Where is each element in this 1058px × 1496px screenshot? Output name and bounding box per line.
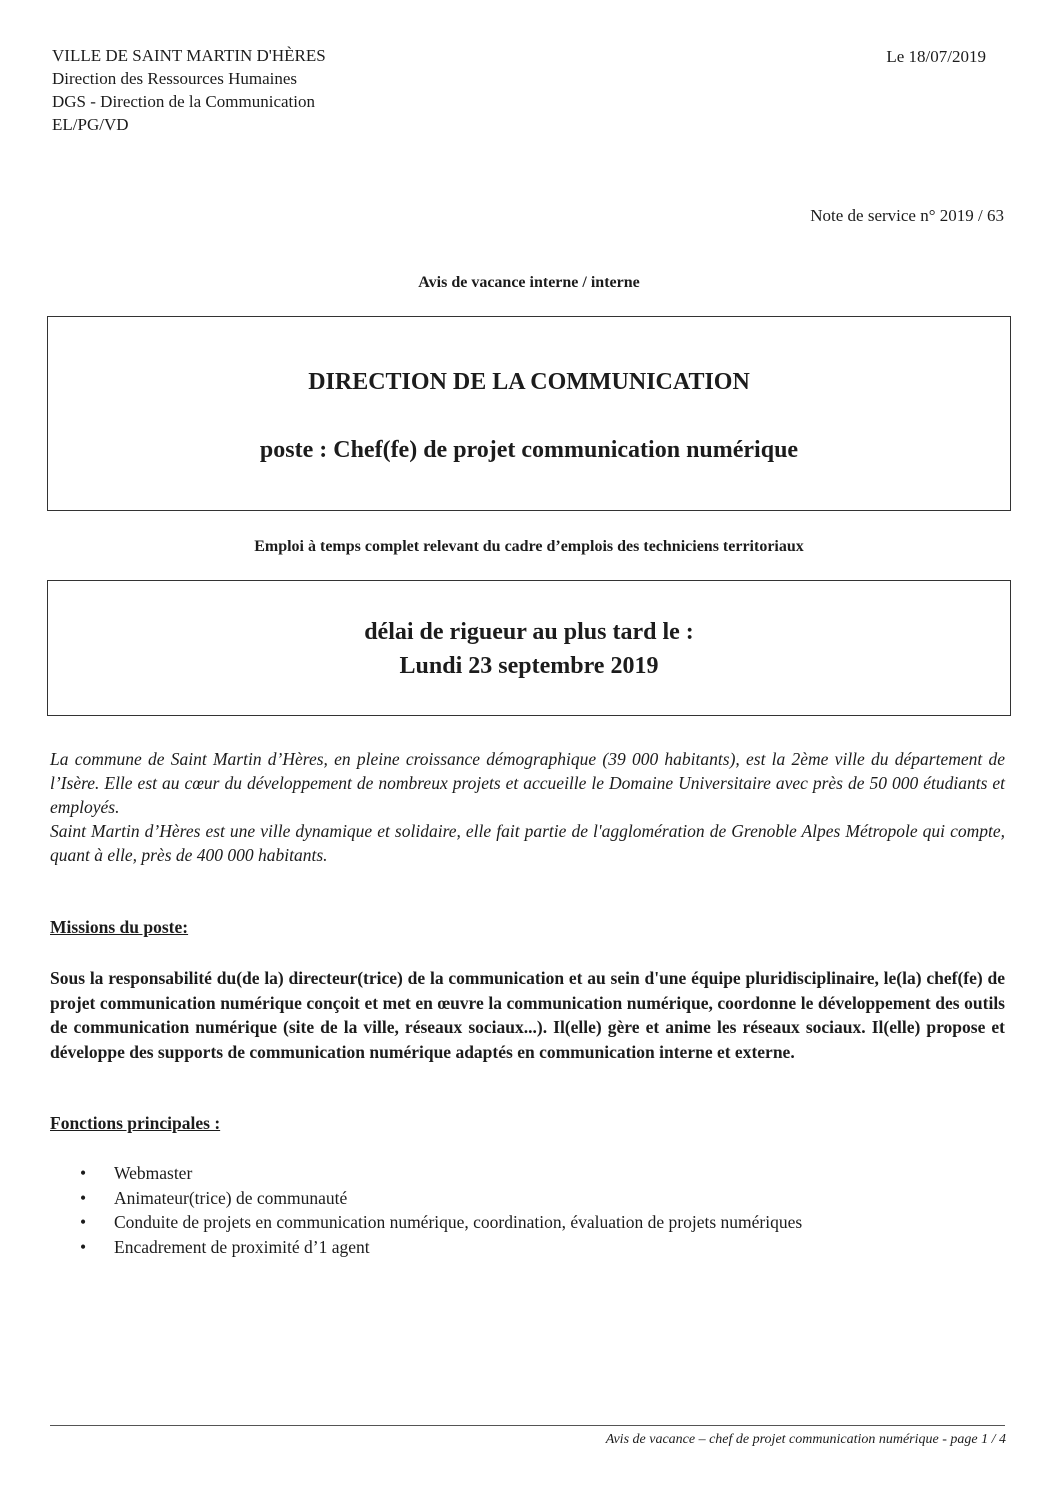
bullet-icon: •	[80, 1212, 87, 1232]
list-item	[80, 1210, 802, 1235]
page-footer: Avis de vacance – chef de projet communication numérique - page 1 / 4	[605, 1432, 1006, 1447]
poste-title: poste : Chef(fe) de projet communication numérique	[259, 437, 799, 463]
intro-paragraph-2: Saint Martin d’Hères est une ville dynamique et solidaire, elle fait partie de l'agglomération de Grenoble Alpes Métropole qui compte, quant à elle, près de 400 000 habitants.	[50, 821, 1005, 865]
list-item	[80, 1186, 802, 1211]
list-item	[80, 1161, 802, 1186]
document-date: Le 18/07/2019	[886, 47, 986, 66]
list-item-text: Conduite de projets en communication numérique, coordination, évaluation de projets numériques	[114, 1212, 803, 1232]
avis-title: Avis de vacance interne / interne	[418, 274, 640, 291]
list-item-text: Animateur(trice) de communauté	[114, 1187, 348, 1208]
direction-box	[47, 316, 1011, 511]
footer-divider	[50, 1425, 1005, 1426]
intro-text	[50, 747, 1005, 867]
list-item-text: Encadrement de proximité d’1 agent	[114, 1236, 370, 1257]
header-reference: EL/PG/VD	[52, 115, 129, 134]
intro-paragraph-1: La commune de Saint Martin d’Hères, en pleine croissance démographique (39 000 habitants), est la 2ème ville du département de l’Isère. Elle est au cœur du développement de nombreux projets et accueille le Domaine Universitaire avec près de 50 000 étudiants et employés.	[50, 749, 1005, 817]
note-service-number: Note de service n° 2019 / 63	[810, 206, 1004, 225]
missions-heading: Missions du poste:	[50, 917, 189, 937]
deadline-box	[47, 580, 1011, 716]
deadline-date: Lundi 23 septembre 2019	[399, 653, 659, 679]
fonctions-list	[80, 1161, 802, 1259]
list-item	[80, 1235, 802, 1260]
header-direction-rh: Direction des Ressources Humaines	[52, 69, 298, 88]
emploi-description: Emploi à temps complet relevant du cadre d’emplois des techniciens territoriaux	[254, 538, 804, 555]
bullet-icon: •	[80, 1236, 87, 1257]
direction-title: DIRECTION DE LA COMMUNICATION	[308, 369, 750, 395]
header-direction-communication: DGS - Direction de la Communication	[52, 92, 315, 111]
fonctions-heading: Fonctions principales :	[50, 1113, 221, 1133]
bullet-icon: •	[80, 1187, 87, 1208]
bullet-icon: •	[80, 1163, 87, 1183]
missions-body: Sous la responsabilité du(de la) directeur(trice) de la communication et au sein d'une équipe pluridisciplinaire, le(la) chef(fe) de projet communication numérique conçoit et met en œuvre la communication numérique, coordonne le développement des outils de communication numérique (site de la ville, réseaux sociaux...). Il(elle) gère et anime les réseaux sociaux. Il(elle) propose et développe des supports de communication numérique adaptés en communication interne et externe.	[50, 968, 1005, 1062]
list-item-text: Webmaster	[114, 1163, 193, 1183]
header-city: VILLE DE SAINT MARTIN D'HÈRES	[52, 46, 326, 65]
deadline-label: délai de rigueur au plus tard le :	[364, 619, 694, 645]
